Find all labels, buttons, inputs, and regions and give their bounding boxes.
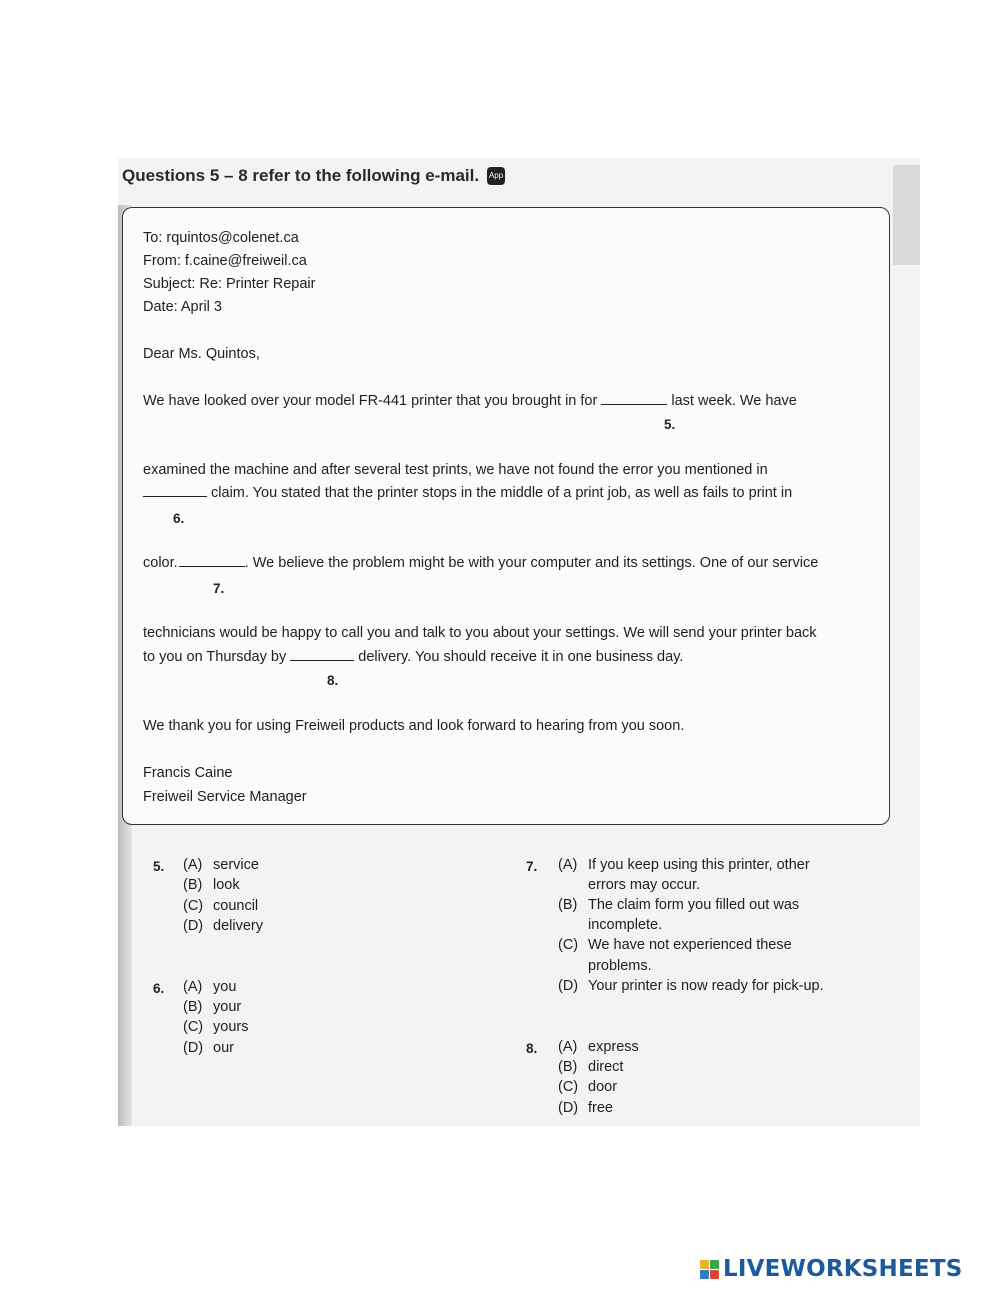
liveworksheets-brand[interactable] [700,1256,962,1282]
header-title: Questions 5 – 8 refer to the following e-mail. [122,166,480,185]
email-closing: We thank you for using Freiweil products and look forward to hearing from you soon. [143,718,685,734]
email-greeting: Dear Ms. Quintos, [143,346,260,362]
question-6-option-c[interactable]: (C) yours [183,1019,249,1035]
question-8-option-d[interactable]: (D) free [558,1100,613,1116]
question-5-option-a[interactable]: (A) service [183,857,259,873]
blank-8[interactable] [290,659,354,661]
question-7-option-c[interactable]: (C) We have not experienced these [558,937,792,953]
question-7-option-a[interactable]: (A) If you keep using this printer, other [558,857,810,873]
p2-text-b: claim. You stated that the printer stops in the middle of a print job, as well as fails to print in [211,485,793,501]
question-5-option-c[interactable]: (C) council [183,898,259,914]
signature-title: Freiweil Service Manager [143,789,307,805]
question-7-option-b[interactable]: (B) The claim form you filled out was [558,897,800,913]
p1-text-a: We have looked over your model FR-441 printer that you brought in for [143,393,598,409]
p3-text-a: color. [143,555,178,571]
question-7-number: 7. [526,859,538,874]
question-5-option-b[interactable]: (B) look [183,877,240,893]
blank-number-7: 7. [213,581,225,596]
blank-6[interactable] [143,495,207,497]
question-8-number: 8. [526,1041,538,1056]
question-8-option-c[interactable]: (C) door [558,1079,618,1095]
question-5-option-d[interactable]: (D) delivery [183,918,263,934]
question-8-option-b[interactable]: (B) direct [558,1059,624,1075]
brand-name: LIVEWORKSHEETS [723,1256,963,1282]
email-subject: Subject: Re: Printer Repair [143,276,316,292]
question-6-option-b[interactable]: (B) your [183,999,242,1015]
question-6-option-d[interactable]: (D) our [183,1040,234,1056]
liveworksheets-logo-icon [700,1260,719,1279]
blank-number-6: 6. [173,511,185,526]
question-6-number: 6. [153,981,165,996]
blank-number-5: 5. [664,417,676,432]
signature-name: Francis Caine [143,765,233,781]
question-7-option-d[interactable]: (D) Your printer is now ready for pick-up. [558,978,824,994]
question-7-option-a-cont: errors may occur. [588,877,700,893]
paragraph-line-3 [143,485,792,501]
email-from: From: f.caine@freiweil.ca [143,253,307,269]
bleed-through [893,165,920,265]
question-7-option-b-cont: incomplete. [588,917,663,933]
question-8-option-a[interactable]: (A) express [558,1039,639,1055]
p3-text-b: . We believe the problem might be with your computer and its settings. One of our service [244,555,819,571]
email-to: To: rquintos@colenet.ca [143,230,299,246]
blank-number-8: 8. [327,673,339,688]
question-5-number: 5. [153,859,165,874]
paragraph-line-2: examined the machine and after several test prints, we have not found the error you mentioned in [143,462,768,478]
p4-text-b: to you on Thursday by [143,649,287,665]
question-7-option-c-cont: problems. [588,958,652,974]
blank-5[interactable] [601,403,667,405]
questions-header [122,166,505,186]
paragraph-line-1 [143,393,797,409]
p4-text-c: delivery. You should receive it in one business day. [358,649,684,665]
question-6-option-a[interactable]: (A) you [183,979,237,995]
paragraph-line-6 [143,649,683,665]
paragraph-line-4 [143,555,818,571]
email-date: Date: April 3 [143,299,222,315]
app-icon: App [487,167,505,185]
paragraph-line-5: technicians would be happy to call you and talk to you about your settings. We will send your printer back [143,625,817,641]
blank-7[interactable] [179,565,245,567]
p1-text-b: last week. We have [671,393,797,409]
